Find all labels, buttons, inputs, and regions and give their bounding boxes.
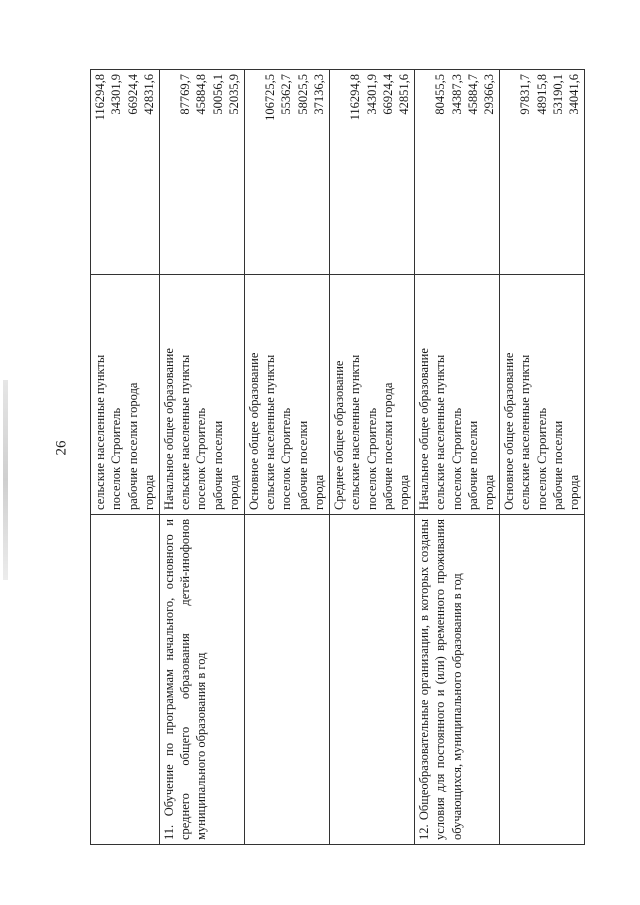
value-cell	[91, 70, 160, 275]
category-label: поселок Строитель	[449, 407, 464, 510]
table-row	[159, 70, 244, 845]
indicator-cell	[329, 515, 414, 845]
cost-value: 66924,4	[380, 74, 395, 115]
cost-value: 37136,3	[312, 74, 327, 115]
category-cell	[91, 275, 160, 515]
cost-value: 97831,7	[518, 74, 533, 115]
rotated-table-sheet	[90, 70, 582, 845]
indicator-cell	[499, 515, 584, 845]
cost-value: 58025,5	[295, 74, 310, 115]
category-label: Основное общее образование	[246, 352, 261, 510]
indicator-cell	[91, 515, 160, 845]
category-label: города	[567, 474, 582, 510]
category-label: рабочие поселки	[210, 420, 225, 510]
cost-value: 29366,3	[482, 74, 497, 115]
category-label: города	[482, 474, 497, 510]
category-label: города	[312, 474, 327, 510]
table-row	[414, 70, 499, 845]
table-row	[499, 70, 584, 845]
category-cell	[414, 275, 499, 515]
category-label: поселок Строитель	[109, 407, 124, 510]
value-cell	[499, 70, 584, 275]
page-number: 26	[53, 440, 70, 456]
category-label: Начальное общее образование	[161, 348, 176, 510]
category-cell	[159, 275, 244, 515]
category-label: рабочие поселки города	[125, 382, 140, 510]
cost-value: 45884,7	[465, 74, 480, 115]
cost-value: 53190,1	[550, 74, 565, 115]
cost-value: 116294,8	[348, 74, 363, 121]
cost-value: 116294,8	[93, 74, 107, 121]
indicator-cell	[244, 515, 329, 845]
category-label: поселок Строитель	[194, 407, 209, 510]
cost-value: 42831,6	[142, 74, 157, 115]
cost-value: 34041,6	[567, 74, 582, 115]
category-label: сельские населенные пункты	[178, 354, 193, 510]
cost-value: 34387,3	[449, 74, 464, 115]
cost-value: 106725,5	[263, 74, 278, 121]
cost-value: 34301,9	[109, 74, 124, 115]
category-label: поселок Строитель	[364, 407, 379, 510]
value-cell	[244, 70, 329, 275]
category-label: сельские населенные пункты	[93, 354, 107, 510]
category-label: поселок Строитель	[534, 407, 549, 510]
cost-value: 87769,7	[178, 74, 193, 115]
category-label: сельские населенные пункты	[518, 354, 533, 510]
table-row	[329, 70, 414, 845]
indicator-cell	[414, 515, 499, 845]
cost-value: 48915,8	[534, 74, 549, 115]
value-cell	[414, 70, 499, 275]
category-label: рабочие поселки	[295, 420, 310, 510]
scan-edge-mark	[3, 380, 8, 580]
cost-table	[90, 69, 585, 845]
category-cell	[499, 275, 584, 515]
category-label: Начальное общее образование	[416, 348, 431, 510]
category-label: поселок Строитель	[279, 407, 294, 510]
category-label: Среднее общее образование	[331, 360, 346, 510]
cost-value: 50056,1	[210, 74, 225, 115]
value-cell	[329, 70, 414, 275]
category-cell	[244, 275, 329, 515]
cost-value: 52035,9	[227, 74, 242, 115]
category-label: рабочие поселки города	[380, 382, 395, 510]
cost-value: 66924,4	[125, 74, 140, 115]
category-cell	[329, 275, 414, 515]
category-label: рабочие поселки	[550, 420, 565, 510]
cost-value: 45884,8	[194, 74, 209, 115]
indicator-cell	[159, 515, 244, 845]
cost-value: 80455,5	[433, 74, 448, 115]
category-label: сельские населенные пункты	[433, 354, 448, 510]
indicator-title: 11. Обучение по программам начального, основного и среднего общего образования детей-инофонов муниципального образования в год	[161, 519, 209, 840]
category-label: города	[397, 474, 412, 510]
indicator-title: 12. Общеобразовательные организации, в которых созданы условия для постоянного и (или) временного проживания обучающихся, муниципального образования в год	[416, 519, 464, 840]
category-label: города	[227, 474, 242, 510]
cost-value: 42851,6	[397, 74, 412, 115]
category-label: Основное общее образование	[501, 352, 516, 510]
value-cell	[159, 70, 244, 275]
category-label: сельские населенные пункты	[263, 354, 278, 510]
category-label: сельские населенные пункты	[348, 354, 363, 510]
category-label: рабочие поселки	[465, 420, 480, 510]
cost-value: 34301,9	[364, 74, 379, 115]
category-label: города	[142, 474, 157, 510]
table-row	[244, 70, 329, 845]
cost-value: 55362,7	[279, 74, 294, 115]
table-row	[91, 70, 160, 845]
